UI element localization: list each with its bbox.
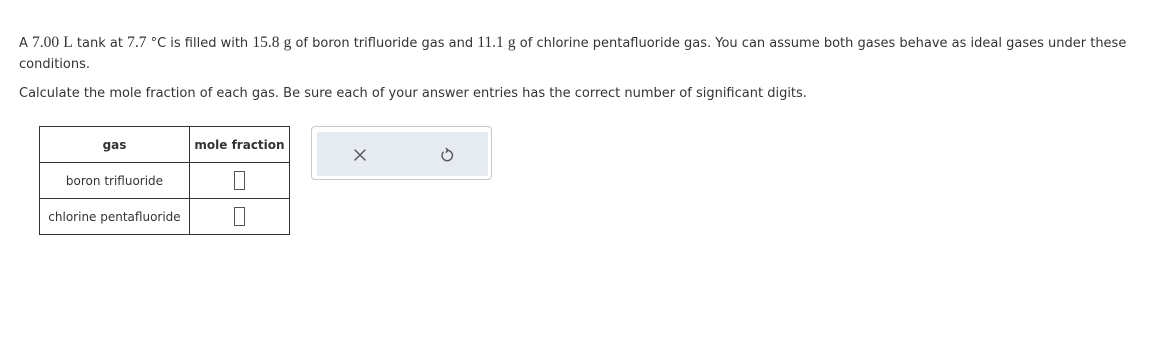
text-segment: of boron trifluoride gas and <box>291 36 478 51</box>
mole-fraction-input-boron-trifluoride[interactable] <box>234 171 245 190</box>
header-gas: gas <box>40 127 190 163</box>
problem-statement <box>19 32 1159 75</box>
text-segment: tank at <box>72 36 128 51</box>
text-segment: of chlorine pentafluoride gas. You can assume both gases behave as ideal gases under these conditions. <box>19 36 1127 72</box>
instruction-text: Calculate the mole fraction of each gas. Be sure each of your answer entries has the correct number of significant digits. <box>19 86 807 101</box>
answer-table <box>39 126 290 235</box>
clear-button[interactable] <box>349 144 371 166</box>
mass1-value: 15.8 <box>252 34 280 51</box>
answer-toolbox <box>311 126 492 180</box>
volume-value: 7.00 <box>32 34 60 51</box>
x-icon <box>349 144 371 166</box>
toolbox-panel <box>317 132 488 176</box>
text-segment: A <box>19 36 33 51</box>
mole-fraction-cell <box>190 163 290 199</box>
temperature-value: 7.7 <box>127 34 147 51</box>
mass2-unit: g <box>507 34 516 51</box>
undo-icon <box>436 144 458 166</box>
mass2-value: 11.1 <box>477 34 504 51</box>
mole-fraction-cell <box>190 199 290 235</box>
volume-unit: L <box>63 34 73 51</box>
mass1-unit: g <box>283 34 292 51</box>
table-row <box>40 163 290 199</box>
header-mole-fraction: mole fraction <box>190 127 290 163</box>
table-row <box>40 199 290 235</box>
gas-name-chlorine-pentafluoride: chlorine pentafluoride <box>40 199 190 235</box>
table-header-row <box>40 127 290 163</box>
text-segment: °C is filled with <box>146 36 253 51</box>
undo-button[interactable] <box>436 144 458 166</box>
mole-fraction-input-chlorine-pentafluoride[interactable] <box>234 207 245 226</box>
gas-name-boron-trifluoride: boron trifluoride <box>40 163 190 199</box>
